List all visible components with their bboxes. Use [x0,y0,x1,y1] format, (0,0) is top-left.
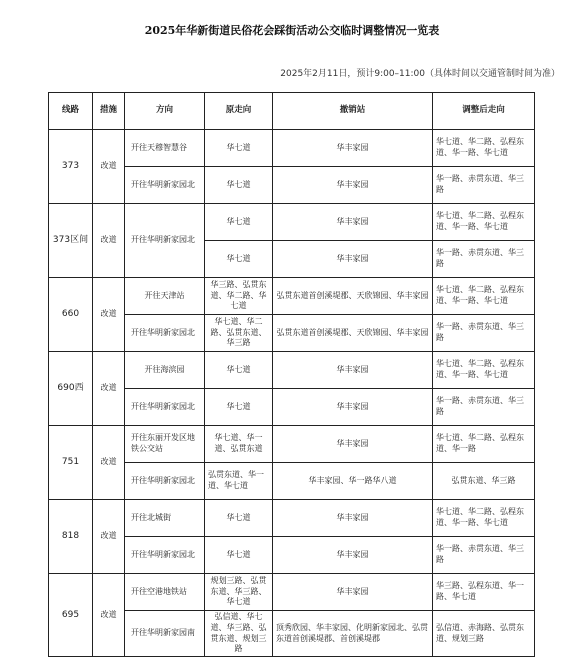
adjusted-cell: 华七道、华二路、弘程东道、华一路、华七道 [433,130,535,167]
table-header-row [49,93,535,130]
cancelled-cell: 华丰家园 [273,537,433,574]
table-row [49,130,535,167]
direction-cell: 开往华明新家园北 [125,463,205,500]
route-cell: 695 [49,574,93,657]
measure-cell: 改道 [93,426,125,500]
table-row [49,204,535,241]
direction-cell: 开往北城街 [125,500,205,537]
route-cell: 690西 [49,352,93,426]
header-measure: 措施 [93,93,125,130]
adjusted-cell: 华七道、华二路、弘程东道、华一路、华七道 [433,500,535,537]
cancelled-cell: 弘贯东道首创溪堤郡、天欣锦园、华丰家园 [273,278,433,315]
measure-cell: 改道 [93,130,125,204]
original-cell: 华七道 [205,500,273,537]
adjusted-cell: 弘贯东道、华三路 [433,463,535,500]
measure-cell: 改道 [93,500,125,574]
adjusted-cell: 华一路、赤贯东道、华三路 [433,389,535,426]
table-row [49,574,535,611]
original-cell: 华七道 [205,167,273,204]
direction-cell: 开往华明新家园南 [125,611,205,657]
original-cell: 华七道 [205,352,273,389]
cancelled-cell: 华丰家园 [273,574,433,611]
measure-cell: 改道 [93,352,125,426]
original-cell: 规划三路、弘贯东道、华三路、华七道 [205,574,273,611]
direction-cell: 开往天津站 [125,278,205,315]
adjusted-cell: 华七道、华二路、弘程东道、华一路、华七道 [433,278,535,315]
cancelled-cell: 华丰家园 [273,241,433,278]
original-cell: 华七道、华二路、弘贯东道、华三路 [205,315,273,352]
adjusted-cell: 华七道、华二路、弘程东道、华一路、华七道 [433,352,535,389]
cancelled-cell: 弘贯东道首创溪堤郡、天欣锦园、华丰家园 [273,315,433,352]
cancelled-cell: 华丰家园 [273,500,433,537]
original-cell: 华七道 [205,241,273,278]
cancelled-cell: 华丰家园 [273,204,433,241]
cancelled-cell: 华丰家园 [273,389,433,426]
adjusted-cell: 华一路、赤贯东道、华三路 [433,315,535,352]
direction-cell: 开往东丽开发区地铁公交站 [125,426,205,463]
route-cell: 751 [49,426,93,500]
route-cell: 660 [49,278,93,352]
original-cell: 弘贯东道、华一道、华七道 [205,463,273,500]
route-cell: 373区间 [49,204,93,278]
original-cell: 弘信道、华七道、华三路、弘贯东道、规划三路 [205,611,273,657]
table-row [49,500,535,537]
adjusted-cell: 华七道、华二路、弘程东道、华一路 [433,426,535,463]
header-original: 原走向 [205,93,273,130]
cancelled-cell: 华丰家园 [273,130,433,167]
measure-cell: 改道 [93,278,125,352]
original-cell: 华七道、华一道、弘贯东道 [205,426,273,463]
original-cell: 华七道 [205,537,273,574]
header-direction: 方向 [125,93,205,130]
cancelled-cell: 顶秀欣园、华丰家园、化明新家园北、弘贯东道首创溪堤郡、首创溪堤郡 [273,611,433,657]
adjusted-cell: 华一路、赤贯东道、华三路 [433,537,535,574]
direction-cell: 开往华明新家园北 [125,204,205,278]
direction-cell: 开往华明新家园北 [125,389,205,426]
table-row [49,352,535,389]
direction-cell: 开往华明新家园北 [125,315,205,352]
adjustment-table [48,92,535,657]
adjusted-cell: 华三路、弘程东道、华一路、华七道 [433,574,535,611]
direction-cell: 开往华明新家园北 [125,537,205,574]
measure-cell: 改道 [93,574,125,657]
original-cell: 华七道 [205,204,273,241]
adjusted-cell: 华一路、赤贯东道、华三路 [433,167,535,204]
measure-cell: 改道 [93,204,125,278]
adjusted-cell: 弘信道、赤海路、弘贯东道、规划三路 [433,611,535,657]
cancelled-cell: 华丰家园 [273,167,433,204]
page-title: 2025年华新街道民俗花会踩街活动公交临时调整情况一览表 [144,24,440,37]
original-cell: 华三路、弘贯东道、华二路、华七道 [205,278,273,315]
table-row [49,426,535,463]
direction-cell: 开往华明新家园北 [125,167,205,204]
cancelled-cell: 华丰家园 [273,352,433,389]
cancelled-cell: 华丰家园 [273,426,433,463]
direction-cell: 开往天穆智慧谷 [125,130,205,167]
header-adjusted: 调整后走向 [433,93,535,130]
date-time-note: 2025年2月11日，预计9:00–11:00（具体时间以交通管制时间为准） [280,69,560,79]
table-row [49,278,535,315]
route-cell: 818 [49,500,93,574]
adjusted-cell: 华一路、赤贯东道、华三路 [433,241,535,278]
direction-cell: 开往海滨园 [125,352,205,389]
route-cell: 373 [49,130,93,204]
original-cell: 华七道 [205,389,273,426]
original-cell: 华七道 [205,130,273,167]
adjusted-cell: 华七道、华二路、弘程东道、华一路、华七道 [433,204,535,241]
header-cancelled: 撤销站 [273,93,433,130]
direction-cell: 开往空港地铁站 [125,574,205,611]
header-route: 线路 [49,93,93,130]
cancelled-cell: 华丰家园、华一路华八道 [273,463,433,500]
